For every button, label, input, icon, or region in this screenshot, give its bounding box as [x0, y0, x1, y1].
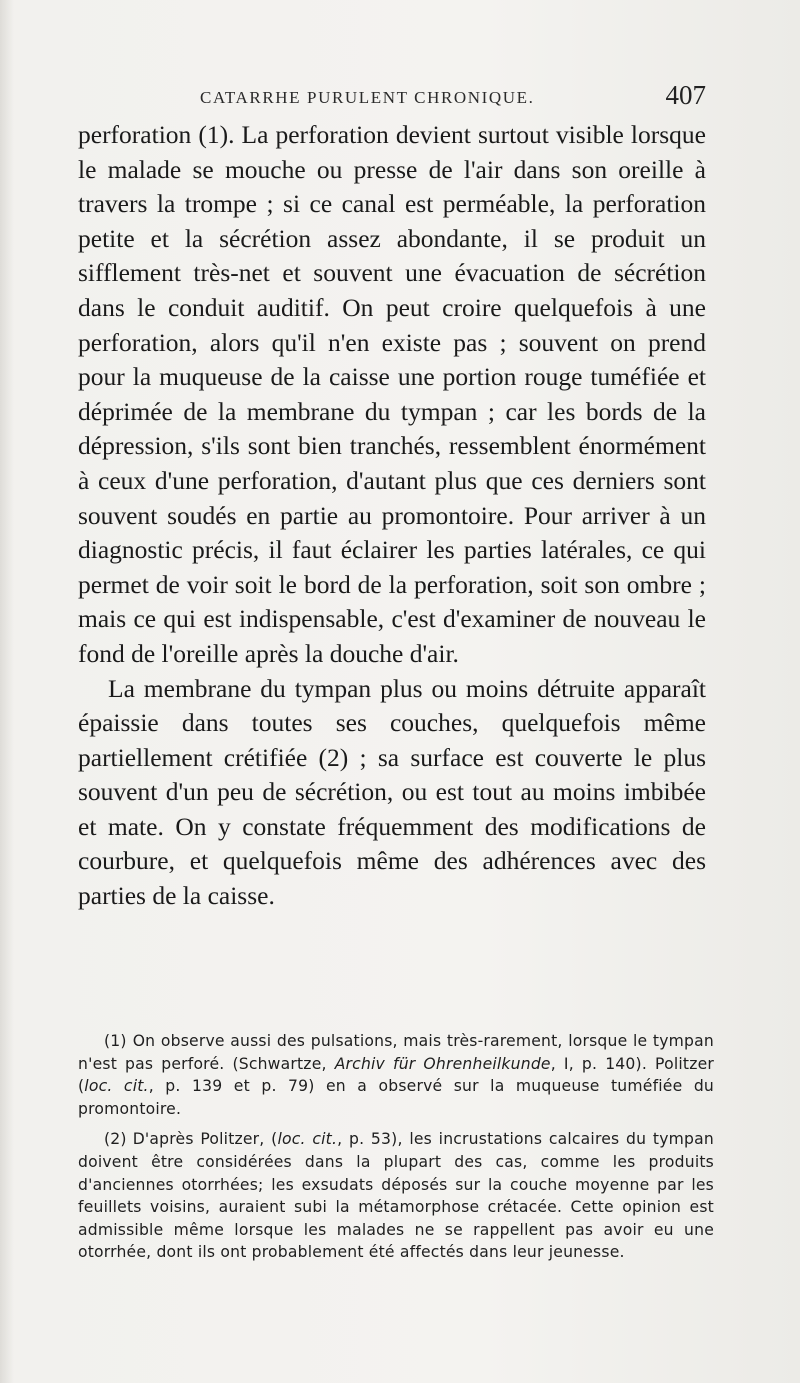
- footnote-marker: (2): [104, 1130, 127, 1149]
- footnote-separator: [355, 1000, 435, 1001]
- running-head: CATARRHE PURULENT CHRONIQUE.: [200, 88, 535, 107]
- footnote-marker: (1): [104, 1032, 127, 1050]
- footnote-text: , I, p. 140). Politzer (: [78, 1054, 714, 1096]
- footnote-text: D'après Politzer, (: [132, 1130, 278, 1149]
- footnote-text: On observe aussi des pulsations, mais très-rarement, lorsque le tympan n'est pas perforé. (Schwartze,: [78, 1032, 714, 1073]
- paragraph-2: La membrane du tympan plus ou moins détruite apparaît épaissie dans toutes ses couches, quelquefois même partiellement crétifiée (2) ; sa surface est couverte le plus souvent d'un peu de sécrétion, ou est tout au moins imbibée et mate. On y constate fréquemment des modifications de courbure, et quelquefois même des adhérences avec des parties de la caisse.: [78, 673, 706, 911]
- body-text: [78, 118, 706, 914]
- page-number: 407: [665, 80, 706, 110]
- footnote-text: , p. 139 et p. 79) en a observé sur la muqueuse tuméfiée du promontoire.: [78, 1077, 715, 1118]
- footnote-italic-citation: loc. cit.: [277, 1130, 338, 1149]
- footnote-italic-title: Archiv für Ohrenheilkunde: [334, 1054, 551, 1073]
- footnotes: [78, 1030, 714, 1272]
- footnote-2: [78, 1128, 714, 1264]
- footnote-italic-citation: loc. cit.: [84, 1077, 149, 1096]
- paragraph-1: perforation (1). La perforation devient surtout visible lorsque le malade se mouche ou presse de l'air dans son oreille à travers la trompe ; si ce canal est perméable, la perforation petite et la sécrétion assez abondante, il se produit un sifflement très-net et souvent une évacuation de sécrétion dans le conduit auditif. On peut croire quelquefois à une perforation, alors qu'il n'en existe pas ; souvent on prend pour la muqueuse de la caisse une portion rouge tuméfiée et déprimée de la membrane du tympan ; car les bords de la dépression, s'ils sont bien tranchés, ressemblent énormément à ceux d'une perforation, d'autant plus que ces derniers sont souvent soudés en partie au promontoire. Pour arriver à un diagnostic précis, il faut éclairer les parties latérales, ce qui permet de voir soit le bord de la perforation, soit son ombre ; mais ce qui est indispensable, c'est d'examiner de nouveau le fond de l'oreille après la douche d'air.: [78, 120, 706, 668]
- footnote-1: [78, 1030, 714, 1120]
- footnote-text: , p. 53), les incrustations calcaires du tympan doivent être considérées dans la plupart des cas, comme les produits d'anciennes otorrhées; les exsudats déposés sur la couche moyenne par les feuillets voisins, auraient subi la métamorphose crétacée. Cette opinion est admissible même lorsque les malades ne se rappellent pas avoir eu une otorrhée, dont ils ont probablement été affectés dans leur jeunesse.: [78, 1130, 714, 1262]
- page-header: [200, 80, 706, 116]
